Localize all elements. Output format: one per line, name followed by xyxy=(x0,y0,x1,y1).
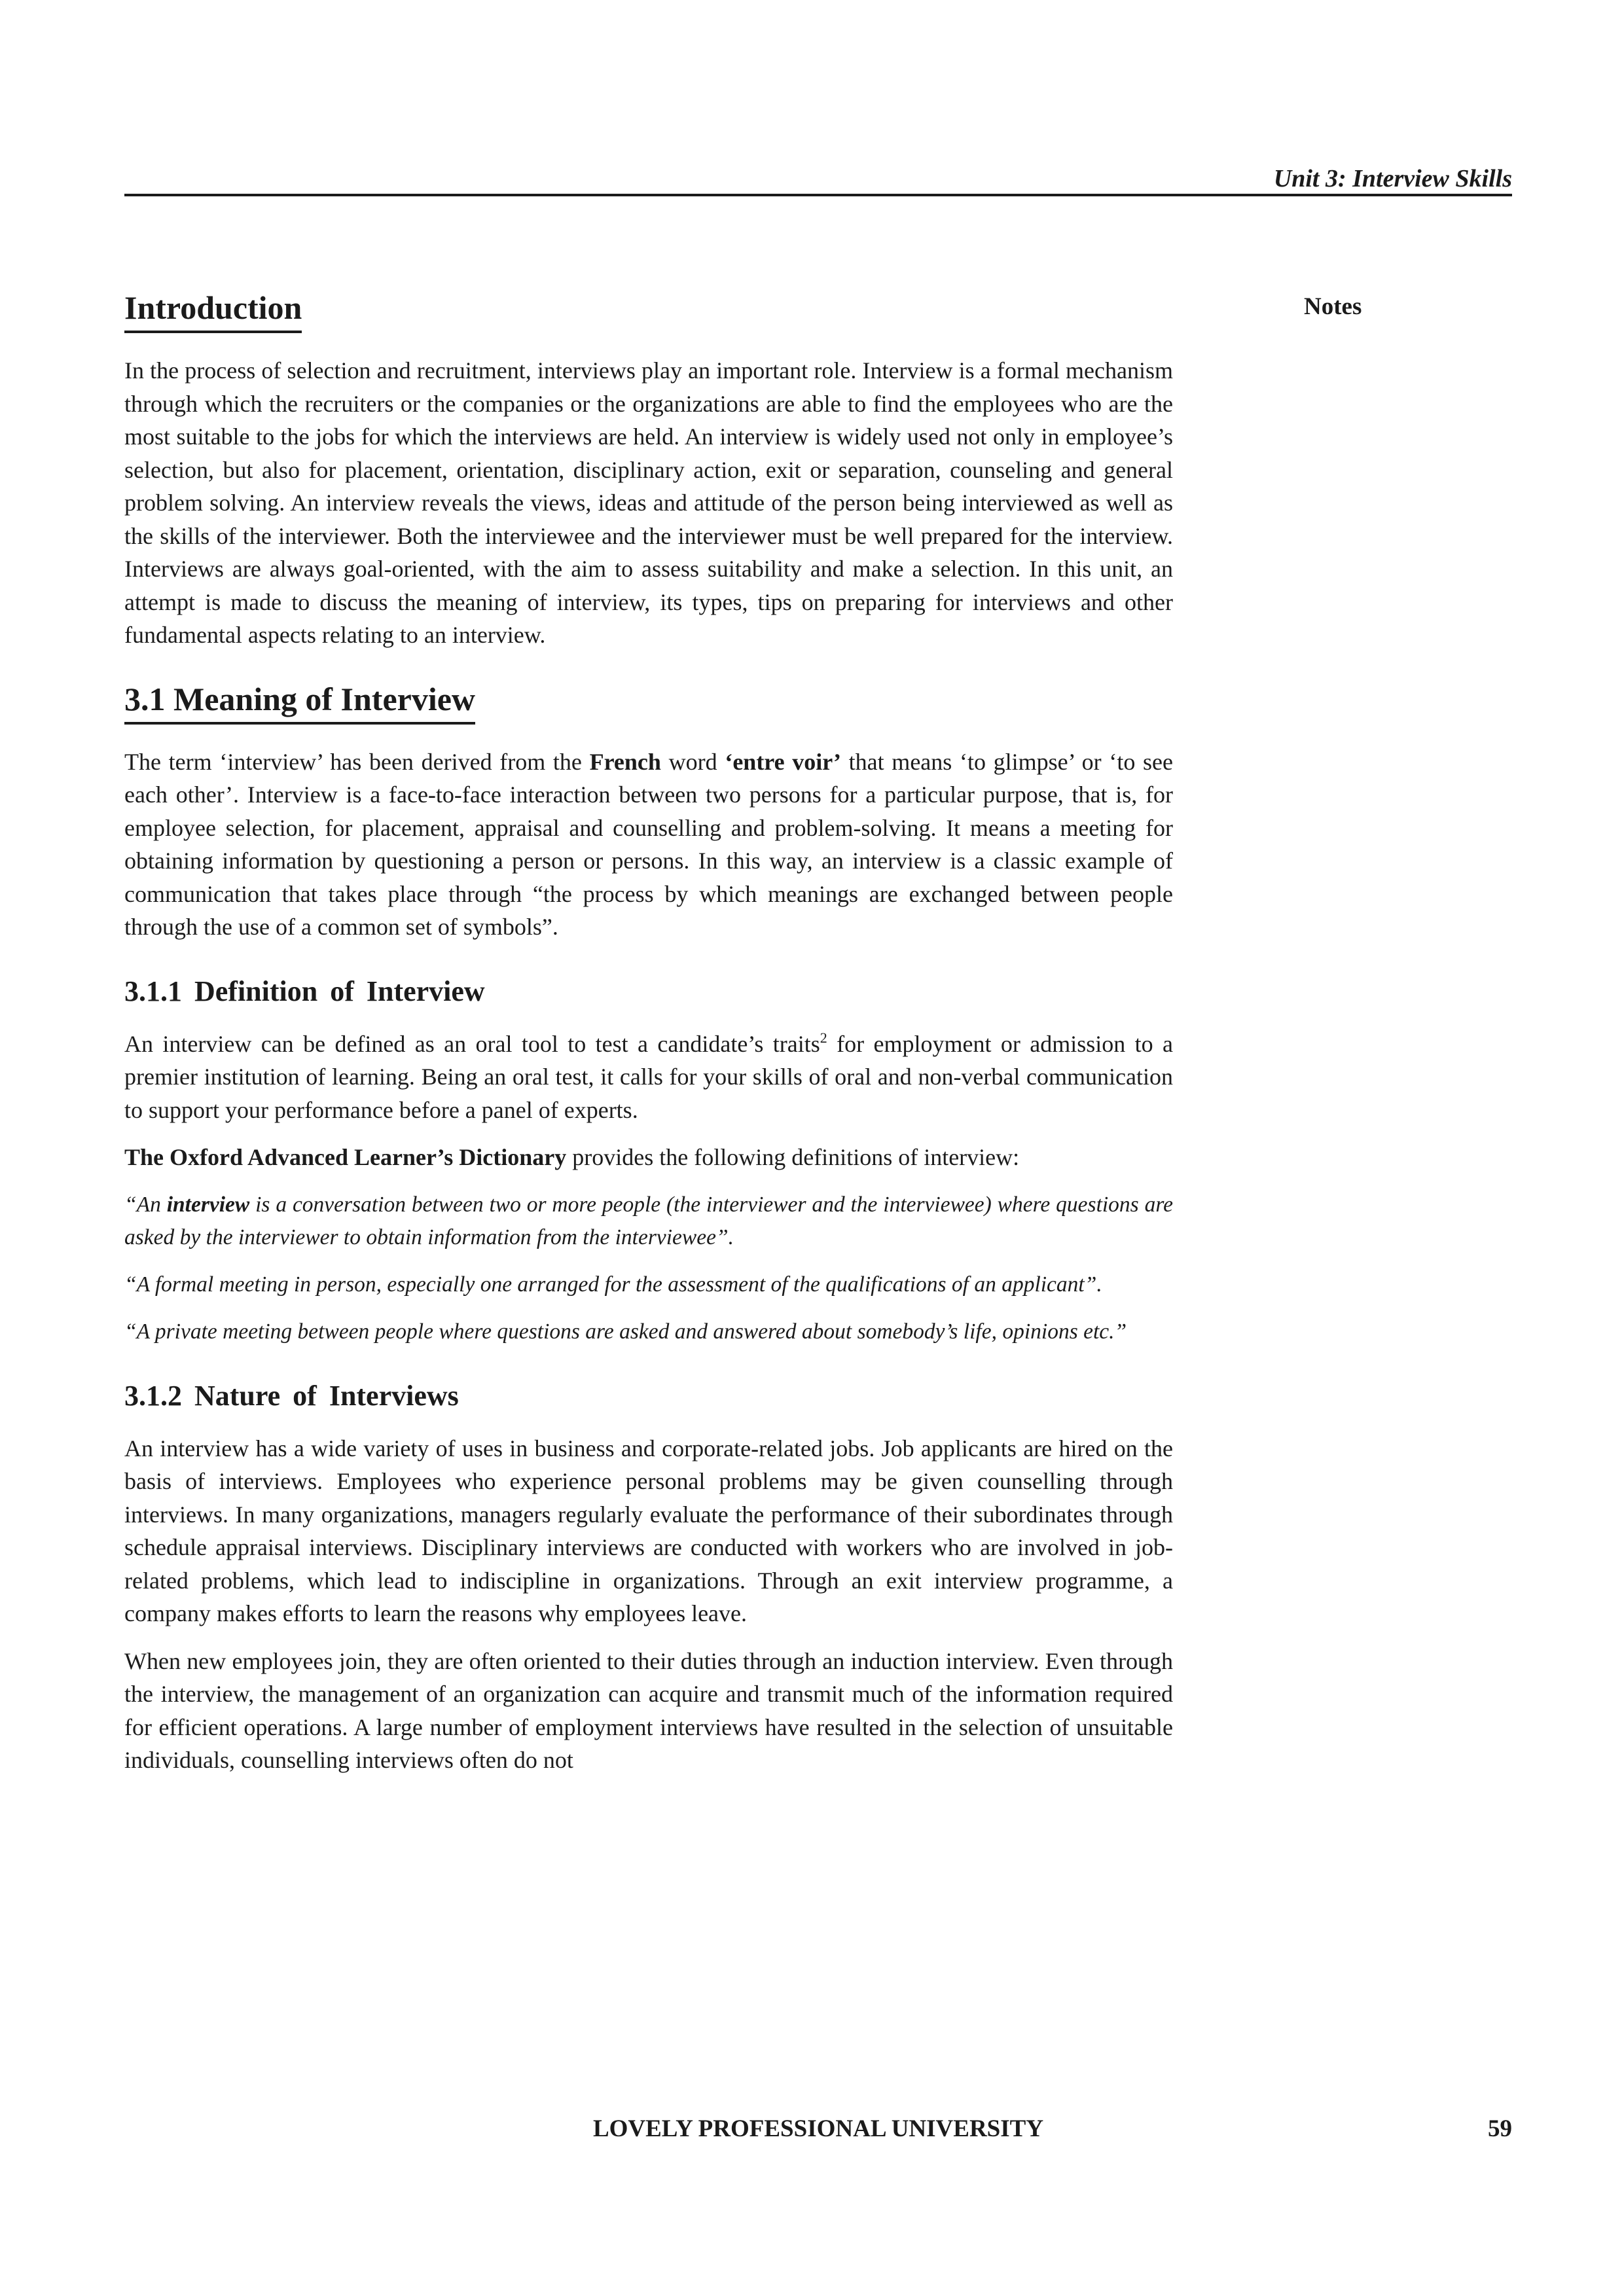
definition-paragraph xyxy=(124,1028,1173,1127)
nature-heading: 3.1.2 Nature of Interviews xyxy=(124,1379,459,1412)
meaning-text-end: that means ‘to glimpse’ or ‘to see each other’. Interview is a face-to-face interaction between two persons for a particular purpose, that is, for employee selection, for placement, appraisal and counselling and problem-solving. It means a meeting for obtaining information by questioning a person or persons. In this way, an interview is a classic example of communication that takes place through “the process by which meanings are exchanged between people through the use of a common set of symbols”. xyxy=(124,748,1174,940)
introduction-heading: Introduction xyxy=(124,287,302,333)
meaning-text-mid: word xyxy=(660,748,725,775)
dictionary-title: The Oxford Advanced Learner’s Dictionary xyxy=(124,1144,567,1170)
introduction-paragraph: In the process of selection and recruitment, interviews play an important role. Interview is a formal mechanism through which the recruiters or the companies or the organizations are able to find the employees who are the most suitable to the jobs for which the interviews are held. An interview is widely used not only in employee’s selection, but also for placement, orientation, disciplinary action, exit or separation, counseling and general problem solving. An interview reveals the views, ideas and attitude of the person being interviewed as well as the skills of the interviewer. Both the interviewee and the interviewer must be well prepared for the interview. Interviews are always goal-oriented, with the aim to assess suitability and make a selection. In this unit, an attempt is made to discuss the meaning of interview, its types, tips on preparing for interviews and other fundamental aspects relating to an interview. xyxy=(124,357,1173,648)
definition-quote-3: “A private meeting between people where questions are asked and answered about somebody’s life, opinions etc.” xyxy=(124,1319,1127,1344)
main-content xyxy=(124,287,1173,1791)
notes-margin-label: Notes xyxy=(1304,293,1362,320)
meaning-heading: 3.1 Meaning of Interview xyxy=(124,678,475,725)
running-head: Unit 3: Interview Skills xyxy=(1273,165,1512,192)
quote-1-start: “An xyxy=(124,1192,167,1217)
footnote-marker: 2 xyxy=(820,1029,827,1046)
quote-1-bold: interview xyxy=(166,1192,250,1217)
quote-1-end: is a conversation between two or more people (the interviewer and the interviewee) where questions are asked by the interviewer to obtain information from the interviewee”. xyxy=(124,1192,1173,1249)
meaning-paragraph xyxy=(124,745,1173,944)
definition-quote-1 xyxy=(124,1189,1173,1254)
definition-heading: 3.1.1 Definition of Interview xyxy=(124,975,485,1007)
nature-paragraph-1: An interview has a wide variety of uses in business and corporate-related jobs. Job applicants are hired on the basis of interviews. Employees who experience personal problems may be given counselling through interviews. In many organizations, managers regularly evaluate the performance of their subordinates through schedule appraisal interviews. Disciplinary interviews are conducted with workers who are involved in job-related problems, which lead to indiscipline in organizations. Through an exit interview programme, a company makes efforts to learn the reasons why employees leave. xyxy=(124,1435,1173,1626)
nature-paragraph-2: When new employees join, they are often oriented to their duties through an induction interview. Even through the interview, the management of an organization can acquire and transmit much of the information required for efficient operations. A large number of employment interviews have resulted in the selection of unsuitable individuals, counselling interviews often do not xyxy=(124,1647,1173,1773)
dictionary-intro-text: provides the following definitions of interview: xyxy=(566,1144,1020,1170)
dictionary-intro xyxy=(124,1141,1173,1174)
header-rule xyxy=(124,194,1512,196)
meaning-text-start: The term ‘interview’ has been derived from the xyxy=(124,748,590,775)
definition-text-start: An interview can be defined as an oral tool to test a candidate’s traits xyxy=(124,1030,820,1057)
definition-text-end: for employment or admission to a premier institution of learning. Being an oral test, it calls for your skills of oral and non-verbal communication to support your performance before a panel of experts. xyxy=(124,1030,1173,1123)
entre-voir-term: ‘entre voir’ xyxy=(725,748,841,775)
french-term: French xyxy=(589,748,661,775)
definition-quote-2: “A formal meeting in person, especially one arranged for the assessment of the qualifications of an applicant”. xyxy=(124,1272,1102,1297)
footer-university: LOVELY PROFESSIONAL UNIVERSITY xyxy=(592,2115,1044,2142)
page-number: 59 xyxy=(1488,2115,1512,2142)
